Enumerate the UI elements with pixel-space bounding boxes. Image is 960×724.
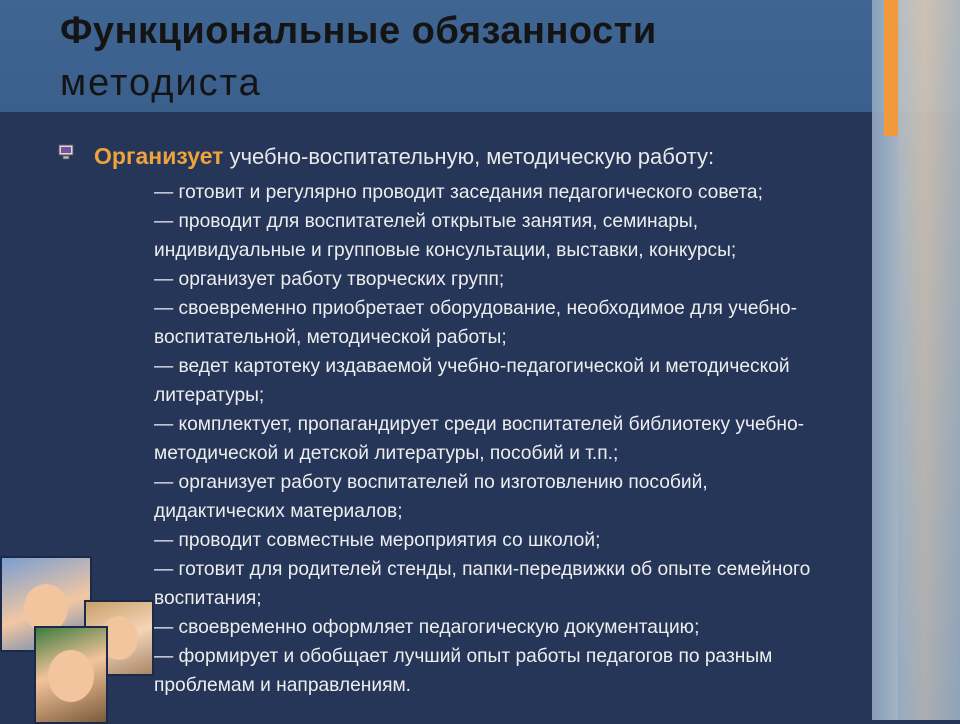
- duty-line: дидактических материалов;: [154, 501, 403, 522]
- duty-line: — готовит и регулярно проводит заседания педагогического совета;: [154, 182, 763, 203]
- duty-line: — своевременно приобретает оборудование, необходимое для учебно-: [154, 298, 797, 319]
- duty-line: — комплектует, пропагандирует среди воспитателей библиотеку учебно-: [154, 414, 805, 435]
- duty-line: — проводит для воспитателей открытые занятия, семинары,: [154, 211, 699, 232]
- duty-line: методической и детской литературы, пособий и т.п.;: [154, 443, 619, 464]
- duties-list: [154, 178, 884, 700]
- intro-text: учебно-воспитательную, методическую работу:: [223, 144, 715, 169]
- slide-header: [0, 0, 960, 112]
- duty-line: проблемам и направлениям.: [154, 675, 412, 696]
- duty-line: — своевременно оформляет педагогическую документацию;: [154, 617, 700, 638]
- duty-line: — организует работу воспитателей по изготовлению пособий,: [154, 472, 708, 493]
- duty-line: — формирует и обобщает лучший опыт работы педагогов по разным: [154, 646, 773, 667]
- intro-line: [94, 143, 714, 170]
- computer-bullet-icon: [58, 144, 74, 160]
- child-photo-3: [34, 626, 108, 724]
- duty-line: — организует работу творческих групп;: [154, 269, 505, 290]
- duty-line: воспитания;: [154, 588, 262, 609]
- slide-subtitle: методиста: [60, 62, 262, 104]
- orange-accent-bar: [884, 0, 898, 136]
- intro-accent-word: Организует: [94, 143, 224, 169]
- duty-line: — проводит совместные мероприятия со школой;: [154, 530, 601, 551]
- duty-line: индивидуальные и групповые консультации, выставки, конкурсы;: [154, 240, 737, 261]
- duty-line: литературы;: [154, 385, 265, 406]
- duty-line: — ведет картотеку издаваемой учебно-педагогической и методической: [154, 356, 790, 377]
- duty-line: воспитательной, методической работы;: [154, 327, 507, 348]
- duty-line: — готовит для родителей стенды, папки-передвижки об опыте семейного: [154, 559, 811, 580]
- side-photo-overlay: [898, 0, 960, 720]
- slide-title: Функциональные обязанности: [60, 10, 657, 52]
